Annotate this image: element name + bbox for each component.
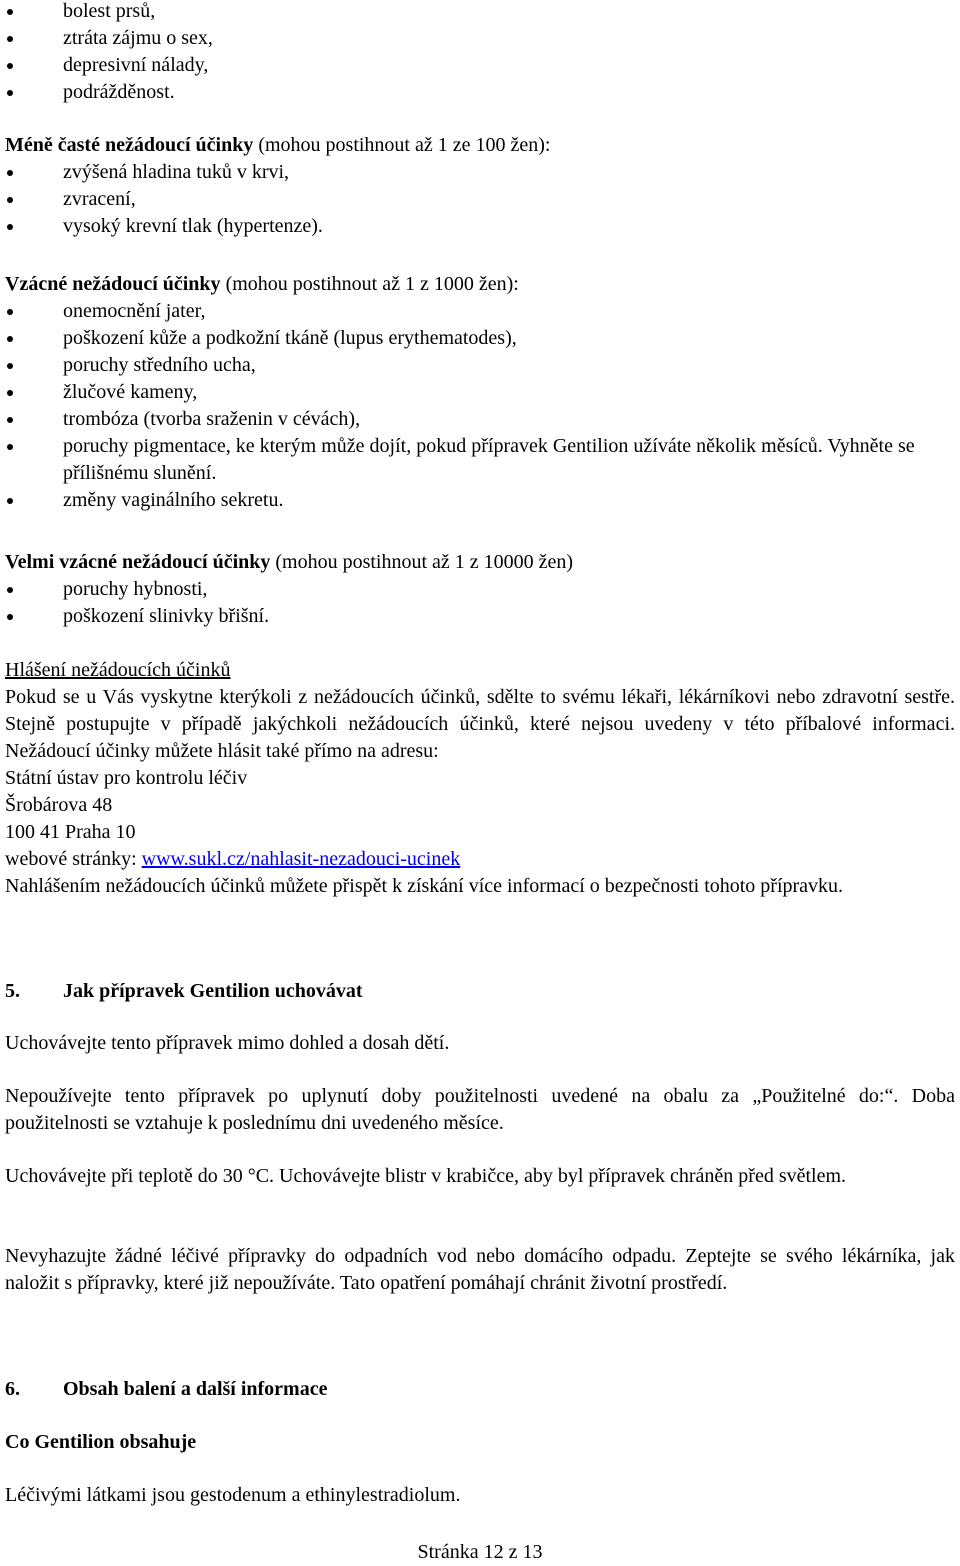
bullet-icon: [7, 363, 13, 369]
page-footer: Stránka 12 z 13: [417, 1541, 543, 1563]
very-rare-effects-section: [5, 549, 955, 630]
section-5-paragraph-1: Uchovávejte tento přípravek mimo dohled a dosah dětí.: [5, 1032, 450, 1054]
bullet-icon: [7, 444, 13, 450]
list-item: změny vaginálního sekretu.: [5, 487, 955, 514]
section-title: Obsah balení a další informace: [63, 1378, 328, 1400]
uncommon-heading: Méně časté nežádoucí účinky (mohou postihnout až 1 ze 100 žen):: [5, 134, 551, 156]
address-line-2: Šrobárova 48: [5, 794, 113, 816]
list-item: onemocnění jater,: [5, 298, 955, 325]
reporting-paragraph: Pokud se u Vás vyskytne kterýkoli z nežádoucích účinků, sdělte to svému lékaři, lékárníkovi nebo zdravotní sestře. Stejně postupujte v případě jakýchkoli nežádoucích účinků, které nejsou uvedeny v této příbalové informaci. Nežádoucí účinky můžete hlásit také přímo na adresu:: [5, 686, 955, 762]
list-item: depresivní nálady,: [5, 52, 955, 79]
list-item: poruchy hybnosti,: [5, 576, 955, 603]
reporting-closing: Nahlášením nežádoucích účinků můžete přispět k získání více informací o bezpečnosti tohoto přípravku.: [5, 875, 844, 897]
bullet-icon: [7, 614, 13, 620]
list-item: poruchy pigmentace, ke kterým může dojít, pokud přípravek Gentilion užíváte několik měsíců. Vyhněte se přílišnému slunění.: [5, 433, 955, 487]
list-item: bolest prsů,: [5, 0, 955, 25]
bullet-icon: [7, 197, 13, 203]
bullet-icon: [7, 336, 13, 342]
bullet-icon: [7, 63, 13, 69]
bullet-icon: [7, 309, 13, 315]
address-line-3: 100 41 Praha 10: [5, 821, 136, 843]
section-5-paragraph-3: Uchovávejte při teplotě do 30 °C. Uchovávejte blistr v krabičce, aby byl přípravek chráněn před světlem.: [5, 1165, 847, 1187]
list-item: žlučové kameny,: [5, 379, 955, 406]
bullet-icon: [7, 587, 13, 593]
list-item: podrážděnost.: [5, 79, 955, 106]
web-line: webové stránky: www.sukl.cz/nahlasit-nezadouci-ucinek: [5, 848, 461, 870]
list-item: poškození slinivky břišní.: [5, 603, 955, 630]
section-6-subheading: Co Gentilion obsahuje: [5, 1431, 197, 1453]
bullet-icon: [7, 90, 13, 96]
side-effects-list-top: [5, 0, 955, 106]
list-item: vysoký krevní tlak (hypertenze).: [5, 213, 955, 240]
section-6-paragraph-1: Léčivými látkami jsou gestodenum a ethinylestradiolum.: [5, 1484, 461, 1506]
reporting-section: [5, 657, 955, 900]
list-item: poškození kůže a podkožní tkáně (lupus erythematodes),: [5, 325, 955, 352]
section-6-heading: [5, 1376, 955, 1403]
bullet-icon: [7, 498, 13, 504]
bullet-icon: [7, 224, 13, 230]
sukl-link[interactable]: www.sukl.cz/nahlasit-nezadouci-ucinek: [141, 848, 461, 870]
section-title: Jak přípravek Gentilion uchovávat: [63, 980, 363, 1002]
list-item: trombóza (tvorba sraženin v cévách),: [5, 406, 955, 433]
rare-effects-section: [5, 271, 955, 514]
reporting-heading: Hlášení nežádoucích účinků: [5, 659, 231, 681]
list-item: zvracení,: [5, 186, 955, 213]
bullet-icon: [7, 170, 13, 176]
section-5-heading: [5, 978, 955, 1005]
bullet-icon: [7, 9, 13, 15]
section-number: 6.: [5, 1378, 20, 1400]
list-item: poruchy středního ucha,: [5, 352, 955, 379]
bullet-icon: [7, 36, 13, 42]
uncommon-effects-section: [5, 132, 955, 240]
bullet-icon: [7, 390, 13, 396]
section-5-paragraph-4: Nevyhazujte žádné léčivé přípravky do odpadních vod nebo domácího odpadu. Zeptejte se svého lékárníka, jak naložit s přípravky, které již nepoužíváte. Tato opatření pomáhají chránit životní prostředí.: [5, 1245, 955, 1294]
rare-heading: Vzácné nežádoucí účinky (mohou postihnout až 1 z 1000 žen):: [5, 273, 519, 295]
address-line-1: Státní ústav pro kontrolu léčiv: [5, 767, 248, 789]
very-rare-heading: Velmi vzácné nežádoucí účinky (mohou postihnout až 1 z 10000 žen): [5, 551, 574, 573]
section-5-paragraph-2: Nepoužívejte tento přípravek po uplynutí doby použitelnosti uvedené na obalu za „Použitelné do:“. Doba použitelnosti se vztahuje k poslednímu dni uvedeného měsíce.: [5, 1085, 955, 1134]
bullet-icon: [7, 417, 13, 423]
list-item: zvýšená hladina tuků v krvi,: [5, 159, 955, 186]
section-number: 5.: [5, 980, 20, 1002]
list-item: ztráta zájmu o sex,: [5, 25, 955, 52]
